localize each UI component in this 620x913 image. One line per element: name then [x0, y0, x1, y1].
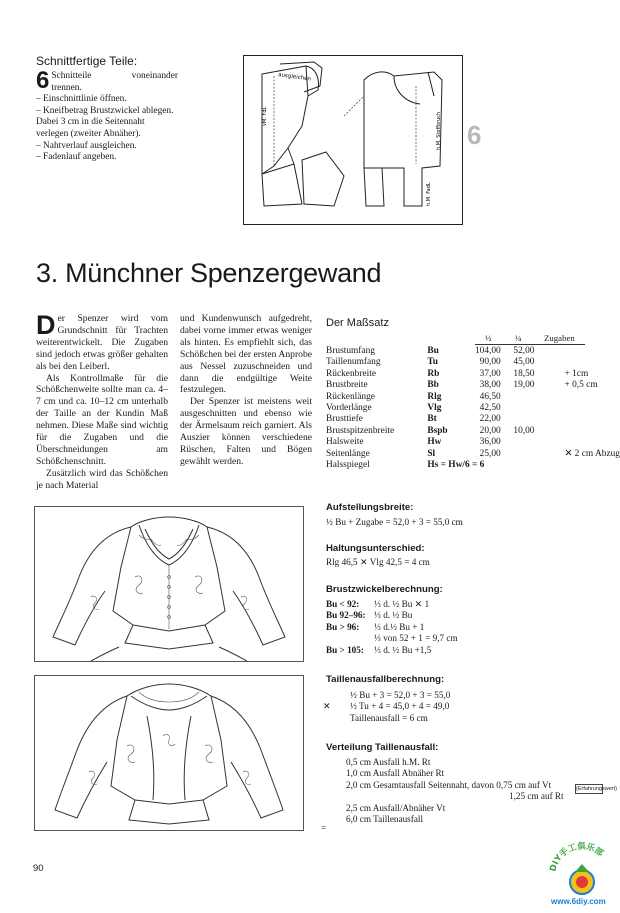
- calc-line: 6,0 cm Taillenausfall: [346, 814, 424, 825]
- table-row: [326, 414, 620, 425]
- table-row: [326, 403, 620, 414]
- step-item: – Fadenlauf angeben.: [36, 152, 117, 163]
- calc-line: 0,5 cm Ausfall h.M. Rt: [346, 757, 431, 767]
- cell-abbr: Bt: [427, 414, 437, 425]
- massatz-title: Der Maßsatz: [326, 317, 389, 329]
- cell-formula: ⅓ von 52 + 1 = 9,7 cm: [374, 633, 458, 644]
- cell-formula: ⅓ d. ½ Bu +1,5: [374, 644, 432, 655]
- body-paragraph: Als Kontrollmaße für die Schößchenweite sollte man ca. 4–7 cm und ca. 10–12 cm unterhalb der Taille an der Kundin Maß nehmen. Diese Maße sind wichtig für die Zugaben und die Überschneidungen am Schößchenschnitt.: [36, 372, 168, 467]
- cell-value: 38,00: [479, 380, 501, 391]
- cell-abbr: Hs = Hw/6 = 6: [427, 460, 485, 471]
- cell-label: Seitenlänge: [326, 448, 370, 459]
- top-heading: Schnittfertige Teile:: [36, 54, 138, 68]
- calc-line: 2,5 cm Ausfall/Abnäher Vt: [346, 802, 446, 813]
- logo-text: DIY手工俱乐部: [548, 841, 606, 873]
- cell-abbr: Tu: [427, 357, 438, 368]
- equals-mark: =: [321, 823, 327, 833]
- label-ausgleichen: ausgleichen: [277, 72, 312, 83]
- cell-zugabe: [536, 414, 620, 425]
- calc-line: ½ Bu + 3 = 52,0 + 3 = 55,0: [350, 690, 451, 700]
- cell-zugabe: [536, 403, 620, 414]
- cell-formula: ⅓ d. ½ Bu ✕ 1: [374, 599, 430, 609]
- calc-line: 1,25 cm auf Rt: [509, 791, 564, 802]
- aufstellungsbreite-text: ½ Bu + Zugabe = 52,0 + 3 = 55,0 cm: [326, 517, 463, 527]
- cell-condition: Bu > 96:: [326, 621, 360, 632]
- cell-zugabe: [536, 437, 620, 448]
- cell-zugabe: + 1cm: [564, 368, 589, 379]
- dropcap-letter: D: [36, 310, 56, 340]
- step-line-2: trennen.: [51, 82, 82, 93]
- cell-abbr: Rlg: [427, 391, 442, 402]
- cell-formula: ⅓ d. ½ Bu: [374, 610, 413, 621]
- step-dropcap: 6: [36, 67, 50, 94]
- table-row: [326, 392, 620, 403]
- cell-zugabe: + 0,5 cm: [564, 380, 598, 391]
- cell-value: 18,50: [513, 368, 535, 379]
- cell-abbr: Hw: [427, 437, 442, 448]
- cell-zugabe: [536, 426, 620, 437]
- cell-label: Taillenumfang: [326, 357, 381, 368]
- cell-label: Rückenbreite: [326, 368, 376, 379]
- body-column-2: [180, 313, 312, 468]
- table-row: [326, 357, 620, 368]
- calc-line: Taillenausfall = 6 cm: [350, 712, 428, 723]
- label-hm-bruch: h.M. Stoffbruch: [436, 111, 442, 150]
- cell-label: Brustumfang: [326, 346, 375, 356]
- taillenausfall-lines: [350, 690, 450, 724]
- erfahrungswert-box: (Erfahrungswert): [576, 786, 617, 792]
- col-header-zugaben: Zugaben: [544, 333, 575, 343]
- cell-value: 19,00: [513, 380, 535, 391]
- cell-condition: Bu 92–96:: [326, 610, 366, 621]
- cell-label: Halsspiegel: [326, 460, 370, 471]
- cell-value: 90,00: [479, 357, 501, 368]
- cell-abbr: Sl: [427, 448, 436, 459]
- cell-formula: ⅓ d.½ Bu + 1: [374, 621, 425, 632]
- cell-zugabe: [536, 392, 620, 403]
- cell-label: Brustspitzenbreite: [326, 425, 395, 436]
- cell-condition: Bu > 105:: [326, 644, 364, 655]
- watermark-url: www.6diy.com: [551, 897, 606, 906]
- cell-value: 10,00: [513, 425, 535, 436]
- step-item: – Nahtverlauf ausgleichen.: [36, 140, 137, 151]
- header-rule: [475, 344, 585, 345]
- page-number: 90: [33, 863, 44, 874]
- verteilung-lines: [346, 757, 564, 825]
- haltungsunterschied-heading: Haltungsunterschied:: [326, 543, 425, 554]
- body-paragraph: und Kundenwunsch aufgedreht, dabei vorne immer etwas weniger als hinten. Es empfiehlt sich, das Schößchen bei der ersten Anprobe aus Nessel zuzuschneiden und dann die endgültige Weite festzulegen.: [180, 313, 312, 396]
- spenzer-front-drawing: [35, 507, 303, 661]
- top-steps: [36, 67, 178, 164]
- calc-line: ½ Tu + 4 = 45,0 + 4 = 49,0: [350, 701, 450, 712]
- body-paragraph: er Spenzer wird vom Grundschnitt für Trachten weiterentwickelt. Die Zugaben sind jedoch etwas größer gehalten als bei den Leiberl.: [36, 313, 168, 372]
- table-row: [326, 460, 620, 471]
- cell-value: 22,00: [479, 414, 501, 425]
- aufstellungsbreite-heading: Aufstellungsbreite:: [326, 502, 414, 513]
- table-row: [326, 610, 458, 621]
- col-header-half: ½: [485, 333, 492, 343]
- haltungsunterschied-text: Rlg 46,5 ✕ Vlg 42,5 = 4 cm: [326, 557, 430, 567]
- cell-value: 46,50: [479, 391, 501, 402]
- cell-condition: Bu < 92:: [326, 599, 360, 609]
- step-number: 6: [467, 120, 482, 150]
- massatz-table: [326, 346, 620, 471]
- table-row: [326, 346, 620, 357]
- illustration-spenzer-front: [34, 506, 304, 662]
- table-row: [326, 426, 620, 437]
- calc-line: 2,0 cm Gesamtausfall Seitennaht, davon 0,75 cm auf Vt: [346, 779, 552, 790]
- step-item: – Kneifbetrag Brustzwickel ablegen. Dabei 3 cm in die Seitennaht verlegen (zweiter Abnäher).: [36, 105, 174, 139]
- cell-value: 104,00: [474, 346, 501, 356]
- body-paragraph: Zusätzlich wird das Schößchen je nach Material: [36, 467, 168, 491]
- cell-label: Halsweite: [326, 437, 364, 448]
- pattern-pieces-drawing: [244, 56, 462, 224]
- cell-value: [501, 437, 537, 448]
- cell-value: 45,00: [513, 357, 535, 368]
- body-column-1: [36, 310, 168, 492]
- step-item: – Einschnittlinie öffnen.: [36, 94, 127, 105]
- label-vm-fadl: vM. FdL: [262, 106, 268, 126]
- table-row: [326, 633, 458, 644]
- cell-label: Vorderlänge: [326, 403, 372, 414]
- label-hm-fadl: h.M. FadL: [426, 182, 432, 206]
- col-header-quarter: ¼: [515, 333, 522, 343]
- cell-value: [501, 449, 537, 460]
- step-line-1: Schnitteile voneinander: [51, 71, 178, 81]
- table-row: [326, 369, 620, 380]
- section-title: 3. Münchner Spenzergewand: [36, 258, 382, 288]
- cell-zugabe: [536, 357, 620, 368]
- calc-line: 1,0 cm Ausfall Abnäher Rt: [346, 768, 445, 779]
- table-row: [326, 622, 458, 633]
- cell-abbr: Bb: [427, 380, 439, 391]
- cell-value: 52,00: [513, 346, 535, 356]
- cell-value: 42,50: [479, 403, 501, 414]
- spenzer-back-drawing: [35, 676, 303, 830]
- cell-abbr: Bu: [427, 346, 439, 356]
- cell-label: Rückenlänge: [326, 391, 375, 402]
- pattern-diagram: [243, 55, 463, 225]
- cell-label: Brusttiefe: [326, 414, 363, 425]
- cell-zugabe: ✕ 2 cm Abzug: [564, 448, 620, 459]
- minus-mark: ✕: [323, 701, 331, 711]
- brustzwickel-table: [326, 599, 458, 656]
- cell-abbr: Rb: [427, 368, 440, 379]
- table-row: [326, 645, 458, 656]
- brustzwickel-heading: Brustzwickelberechnung:: [326, 584, 443, 595]
- illustration-spenzer-back: [34, 675, 304, 831]
- table-row: [326, 449, 620, 460]
- cell-value: 37,00: [479, 368, 501, 379]
- taillenausfall-heading: Taillenausfallberechnung:: [326, 674, 445, 685]
- cell-value: 36,00: [479, 437, 501, 448]
- cell-value: [501, 414, 537, 425]
- cell-label: Brustbreite: [326, 380, 368, 391]
- svg-text:DIY手工俱乐部: [548, 841, 606, 873]
- verteilung-heading: Verteilung Taillenausfall:: [326, 742, 439, 753]
- table-row: [326, 437, 620, 448]
- table-row: [326, 599, 458, 610]
- cell-condition: [326, 633, 374, 644]
- cell-value: 25,00: [479, 448, 501, 459]
- body-paragraph: Der Spenzer ist meistens weit ausgeschnitten und ebenso wie der Ärmelsaum reich garniert. Als Auszier können verschiedene Rüschen, Falten und Bögen gewählt werden.: [180, 396, 312, 467]
- cell-abbr: Bspb: [427, 425, 448, 436]
- cell-zugabe: [536, 346, 620, 357]
- table-row: [326, 380, 620, 391]
- cell-value: [501, 403, 537, 414]
- cell-abbr: Vlg: [427, 403, 442, 414]
- cell-value: 20,00: [479, 425, 501, 436]
- cell-value: [501, 392, 537, 403]
